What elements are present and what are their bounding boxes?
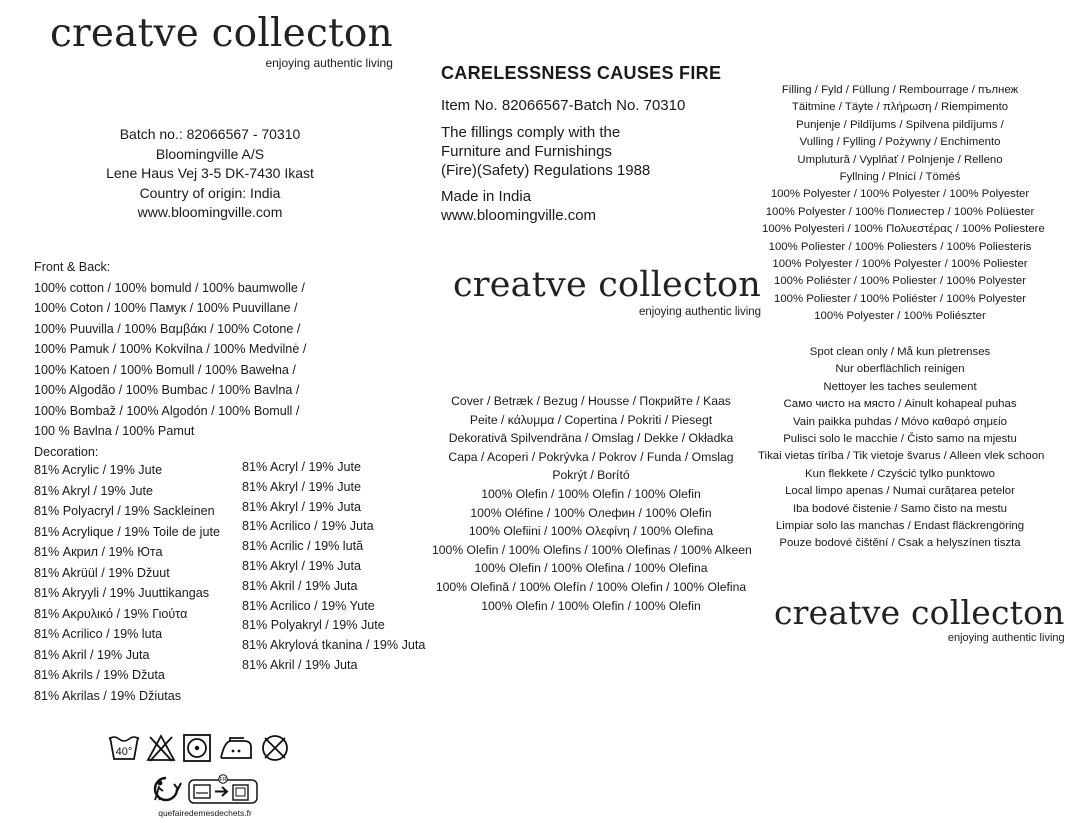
filling-line: 100% Poliéster / 100% Poliester / 100% Polyester [774, 275, 1026, 288]
decoration-line: 81% Akryl / 19% Juta [242, 499, 362, 514]
decoration-line: 81% Akrilas / 19% Džiutas [34, 688, 181, 703]
brand-tagline: enjoying authentic living [265, 56, 393, 70]
decoration-line: 81% Acrilico / 19% Juta [242, 519, 374, 534]
filling-composition [762, 82, 1045, 326]
batch-number: Batch no.: 82066567 - 70310 [119, 126, 301, 142]
decoration-line: 81% Acrilic / 19% lută [242, 539, 364, 554]
care-line: Local limpo apenas / Numai curățarea petelor [785, 485, 1015, 498]
decoration-line: 81% Akryl / 19% Jute [34, 483, 154, 498]
decoration-line: 81% Acrilico / 19% luta [34, 627, 163, 641]
fabric-line: 100% Katoen / 100% Bomull / 100% Bawełna / [34, 362, 296, 377]
care-line: Nettoyer les taches seulement [823, 380, 977, 393]
fabric-heading: Front & Back: [34, 260, 111, 274]
care-line: Nur oberflächlich reinigen [835, 363, 965, 376]
triman-icon [150, 774, 182, 804]
brand-name: creatve collecton [453, 265, 762, 305]
filling-line: 100% Polyester / 100% Polyester / 100% Poliester [772, 258, 1028, 271]
care-line: Limpiar solo las manchas / Endast fläckrengöring [775, 520, 1025, 533]
fabric-line: 100% Puuvilla / 100% Βαμβάκι / 100% Cotone / [34, 321, 301, 336]
cover-line: Pokrýt / Borító [552, 468, 630, 483]
fabric-line: 100 % Bavlna / 100% Pamut [34, 424, 195, 438]
fabric-line: 100% Algodão / 100% Bumbac / 100% Bavlna / [34, 383, 300, 397]
cover-line: 100% Olefin / 100% Olefins / 100% Olefinas / 100% Alkeen [432, 542, 752, 557]
decoration-line: 81% Akrüül / 19% Džuut [34, 565, 170, 580]
company-website: www.bloomingville.com [137, 204, 283, 220]
decoration-list-right [242, 458, 425, 676]
filling-line: Fyllning / Plnicí / Töméś [839, 171, 961, 184]
filling-line: 100% Poliester / 100% Poliesters / 100% Poliesteris [768, 240, 1032, 253]
fabric-line: 100% Pamuk / 100% Kokvilna / 100% Medvilnė / [34, 342, 307, 356]
fire-warning-title: CARELESSNESS CAUSES FIRE [441, 63, 722, 83]
wash-temp-label: 40° [115, 746, 133, 758]
fire-regulation-statement [441, 123, 650, 180]
cover-line: 100% Oléfine / 100% Олефин / 100% Olefin [470, 505, 712, 520]
care-line: Iba bodové čistenie / Samo čisto na mestu [792, 502, 1007, 515]
decoration-line: 81% Akril / 19% Juta [242, 657, 358, 672]
cover-line: 100% Olefiini / 100% Ολεφίνη / 100% Olefina [468, 524, 714, 539]
care-line: Vain paikka puhdas / Μόνο καθαρό σημείο [792, 415, 1007, 428]
filling-line: Filling / Fyld / Füllung / Rembourrage / пълнеж [781, 84, 1019, 96]
wash-40-icon [108, 733, 140, 763]
brand-tagline: enjoying authentic living [947, 632, 1065, 644]
tumble-dry-icon [182, 733, 212, 763]
care-line: Spot clean only / Må kun pletrenses [809, 346, 991, 358]
care-line: Kun flekkete / Czyścić tylko punktowo [805, 467, 995, 480]
brand-name: creatve collecton [774, 593, 1065, 632]
filling-line: 100% Polyester / 100% Poliészter [814, 310, 986, 323]
brand-name: creatve collecton [50, 11, 393, 56]
decoration-line: 81% Acrylique / 19% Toile de jute [34, 524, 220, 539]
decoration-line: 81% Akril / 19% Juta [34, 647, 150, 662]
website-text: www.bloomingville.com [441, 207, 597, 224]
iron-low-icon [218, 733, 254, 763]
made-in-block [441, 187, 596, 225]
decoration-line: 81% Akryl / 19% Juta [242, 558, 362, 573]
regulation-line: Furniture and Furnishings [441, 143, 612, 160]
company-info [80, 125, 340, 223]
brand-logo-bottom-right [774, 593, 1065, 644]
brand-logo-center [453, 265, 762, 319]
decoration-line: 81% Akril / 19% Juta [242, 578, 358, 593]
care-line: Само чисто на място / Ainult kohapeal puhas [783, 398, 1017, 411]
cover-line: Peite / κάλυμμα / Copertina / Pokriti / Piesegt [469, 412, 713, 427]
item-batch-number: Item No. 82066567-Batch No. 70310 [441, 97, 686, 114]
recycling-guide-icon [188, 774, 258, 804]
recycling-website: quefairedemesdechets.fr [158, 808, 252, 818]
filling-line: 100% Poliester / 100% Poliéster / 100% Polyester [774, 292, 1026, 305]
fabric-composition [34, 257, 334, 462]
decoration-line: 81% Polyacryl / 19% Sackleinen [34, 504, 215, 518]
decoration-line: 81% Acrilico / 19% Yute [242, 598, 375, 613]
decoration-line: 81% Acrylic / 19% Jute [34, 463, 163, 477]
decoration-line: 81% Polyakryl / 19% Jute [242, 618, 385, 633]
cover-line: Cover / Betræk / Bezug / Housse / Покрийте / Kaas [451, 394, 731, 408]
company-name: Bloomingville A/S [155, 145, 265, 162]
filling-line: Umplutură / Vyplňať / Polnjenje / Relleno [797, 153, 1003, 166]
decoration-line: 81% Akrylová tkanina / 19% Juta [242, 638, 426, 653]
care-line: Pulisci solo le macchie / Čisto samo na mjestu [783, 433, 1017, 446]
cover-line: 100% Olefină / 100% Olefín / 100% Olefin / 100% Olefina [435, 579, 747, 594]
cover-line: Capa / Acoperi / Pokrývka / Pokrov / Funda / Omslag [448, 449, 734, 464]
fabric-line: 100% Coton / 100% Памук / 100% Puuvillane / [34, 301, 298, 315]
decoration-line: 81% Akryyli / 19% Juuttikangas [34, 586, 210, 600]
country-of-origin: Country of origin: India [139, 184, 281, 201]
fabric-line: 100% Bombaž / 100% Algodón / 100% Bomull / [34, 403, 300, 418]
filling-line: Punjenje / Pildījums / Spilvena pildījums / [796, 118, 1004, 131]
do-not-dry-clean-icon [260, 733, 290, 763]
care-symbols [108, 733, 290, 763]
decoration-line: 81% Akrils / 19% Džuta [34, 668, 165, 682]
company-address: Lene Haus Vej 3-5 DK-7430 Ikast [106, 165, 314, 181]
decoration-line: 81% Ακρυλικό / 19% Γιούτα [34, 606, 188, 621]
regulation-line: (Fire)(Safety) Regulations 1988 [441, 162, 651, 179]
fr-badge: FR [219, 777, 227, 783]
filling-line: Vulling / Fylling / Pożywny / Enchimento [799, 136, 1001, 149]
made-in-text: Made in India [441, 188, 532, 205]
decoration-line: 81% Akryl / 19% Jute [242, 479, 362, 494]
filling-line: 100% Polyester / 100% Polyester / 100% Polyester [770, 188, 1030, 201]
care-line: Pouze bodové čištění / Csak a helyszínen tiszta [779, 537, 1021, 550]
filling-line: 100% Polyester / 100% Полиестер / 100% Polüester [765, 205, 1035, 218]
brand-tagline: enjoying authentic living [638, 306, 762, 318]
regulation-line: The fillings comply with the [441, 124, 621, 141]
decoration-line: 81% Acryl / 19% Jute [242, 460, 362, 474]
cover-composition [432, 392, 750, 615]
recycling-info [150, 774, 258, 804]
cover-line: 100% Olefin / 100% Olefina / 100% Olefina [474, 561, 708, 576]
do-not-bleach-icon [146, 733, 176, 763]
brand-logo-top-left [50, 11, 393, 70]
cover-line: 100% Olefin / 100% Olefin / 100% Olefin [481, 486, 701, 501]
decoration-line: 81% Акрил / 19% Юта [34, 545, 163, 559]
fabric-line: 100% cotton / 100% bomuld / 100% baumwolle / [34, 280, 305, 295]
cover-line: Dekorativā Spilvendrāna / Omslag / Dekke / Okładka [448, 431, 734, 446]
decoration-list-left [34, 460, 220, 706]
filling-line: Täitmine / Täyte / πλήρωση / Riempimento [791, 101, 1009, 114]
care-line: Tikai vietas tīrība / Tik vietoje švarus / Alleen vlek schoon [758, 450, 1045, 463]
care-instructions [758, 344, 1045, 553]
decoration-heading: Decoration: [34, 444, 99, 459]
cover-line: 100% Olefin / 100% Olefin / 100% Olefin [481, 598, 701, 613]
filling-line: 100% Polyesteri / 100% Πολυεστέρας / 100% Poliestere [762, 223, 1045, 236]
